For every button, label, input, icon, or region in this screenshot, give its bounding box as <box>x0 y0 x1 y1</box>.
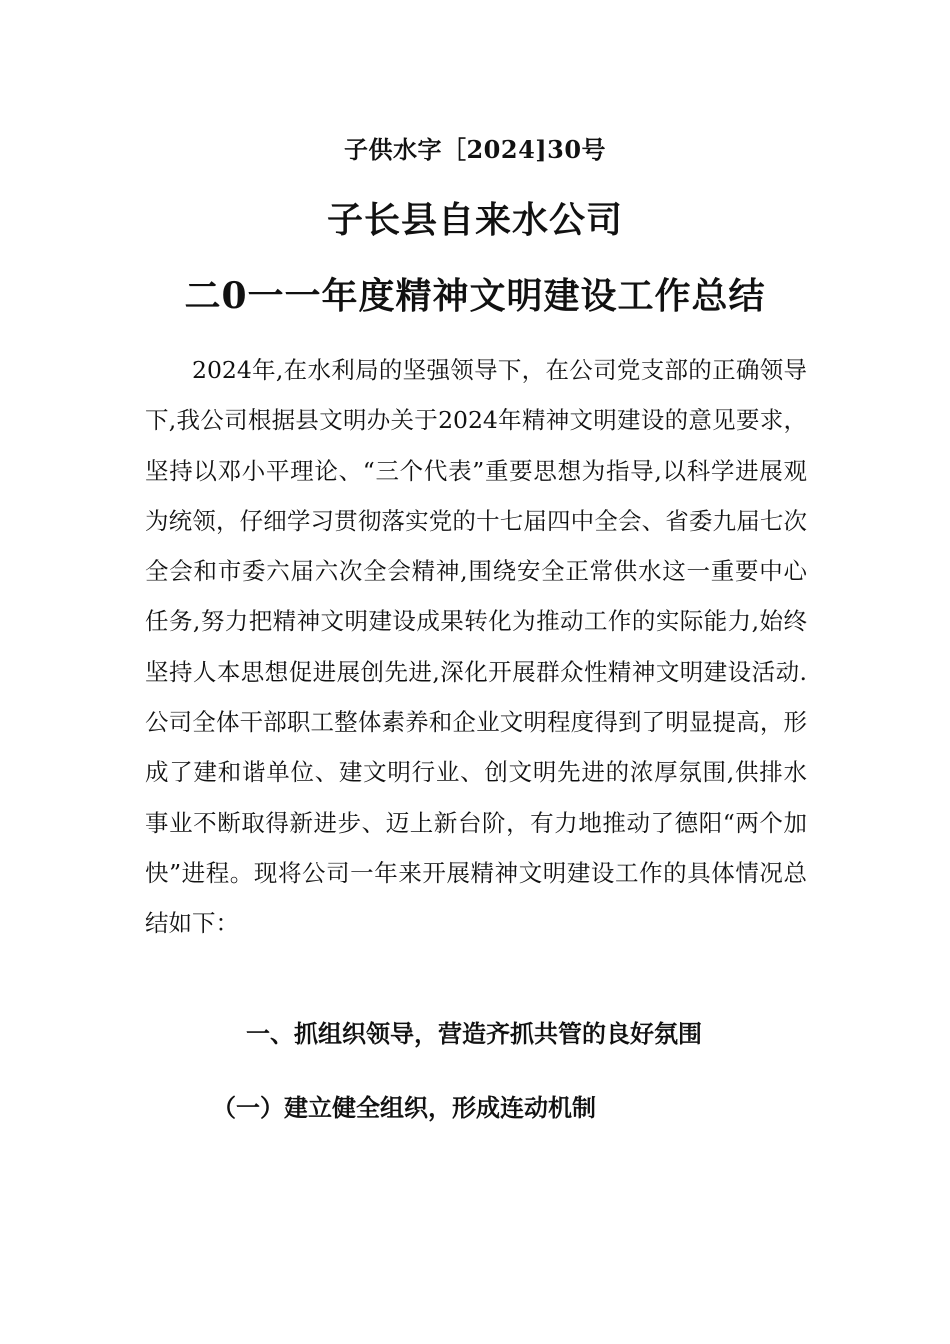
document-number: 子供水字［2024]30号 <box>343 135 607 164</box>
document-title-subject: 二0一一年度精神文明建设工作总结 <box>184 275 766 317</box>
document-title-organization: 子长县自来水公司 <box>326 199 623 241</box>
body-paragraph: 2024年,在水利局的坚强领导下，在公司党支部的正确领导下,我公司根据县文明办关于2024年精神文明建设的意见要求，坚持以邓小平理论、“三个代表”重要思想为指导,以科学进展观为统领，仔细学习贯彻落实党的十七届四中全会、省委九届七次全会和市委六届六次全会精神,围绕安全正常供水这一重要中心任务,努力把精神文明建设成果转化为推动工作的实际能力,始终坚持人本思想促进展创先进,深化开展群众性精神文明建设活动.公司全体干部职工整体素养和企业文明程度得到了明显提高，形成了建和谐单位、建文明行业、创文明先进的浓厚氛围,供排水事业不断取得新进步、迈上新台阶，有力地推动了德阳“两个加快”进程。现将公司一年来开展精神文明建设工作的具体情况总结如下： <box>145 356 807 938</box>
section-heading-1: 一、抓组织领导，营造齐抓共管的良好氛围 <box>246 1019 702 1048</box>
subsection-heading-1: （一）建立健全组织，形成连动机制 <box>212 1093 596 1122</box>
